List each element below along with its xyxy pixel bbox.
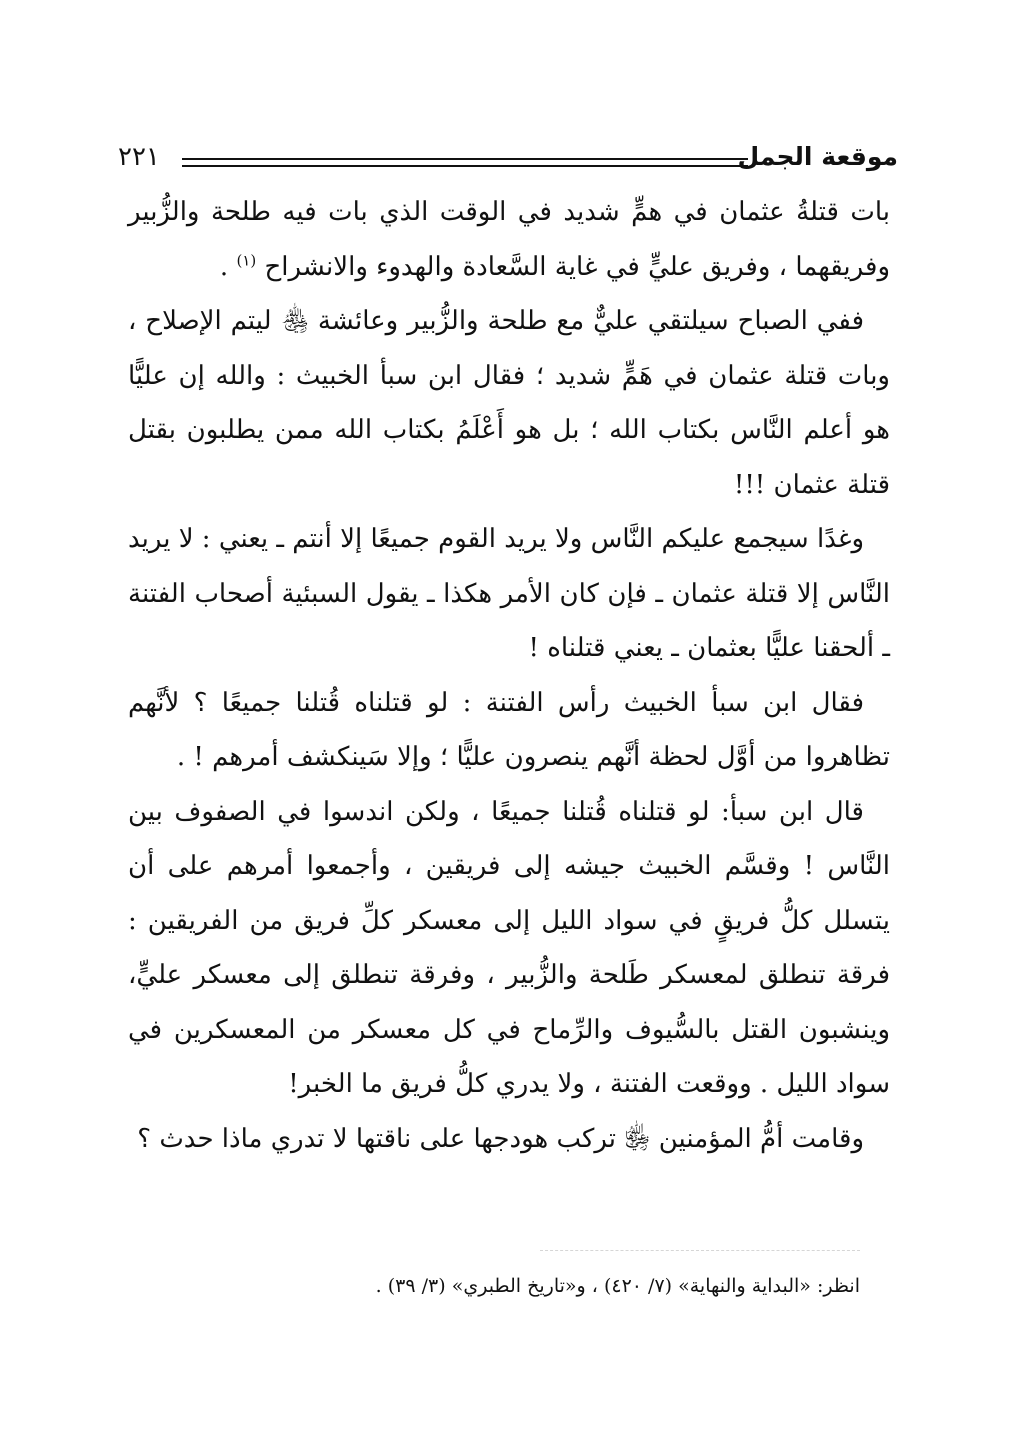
running-header (118, 138, 898, 182)
footnote: انظر: «البداية والنهاية» (٧/ ٤٢٠) ، و«تاريخ الطبري» (٣/ ٣٩) . (375, 1275, 860, 1297)
paragraph-1-text: بات قتلةُ عثمان في همٍّ شديد في الوقت الذي بات فيه طلحة والزُّبير وفريقهما ، وفريق عليٍّ في غاية السَّعادة والهدوء والانشراح (128, 197, 890, 282)
footnote-separator (540, 1250, 860, 1251)
paragraph-2: ففي الصباح سيلتقي عليٌّ مع طلحة والزُّبير وعائشة ﵃ ليتم الإصلاح ، وبات قتلة عثمان في هَمٍّ شديد ؛ فقال ابن سبأ الخبيث : والله إن عليًّا هو أعلم النَّاس بكتاب الله ؛ بل هو أَعْلَمُ بكتاب الله ممن يطلبون بقتل قتلة عثمان !!! (128, 306, 890, 500)
paragraph-5: قال ابن سبأ: لو قتلناه قُتلنا جميعًا ، ولكن اندسوا في الصفوف بين النَّاس ! وقسَّم الخبيث جيشه إلى فريقين ، وأجمعوا أمرهم على أن يتسلل كلُّ فريقٍ في سواد الليل إلى معسكر كلِّ فريق من الفريقين : فرقة تنطلق لمعسكر طَلحة والزُّبير ، وفرقة تنطلق إلى معسكر عليٍّ، وينشبون القتل بالسُّيوف والرِّماح في كل معسكر من المعسكرين في سواد الليل . ووقعت الفتنة ، ولا يدري كلُّ فريق ما الخبر! (128, 796, 890, 1099)
paragraph-6: وقامت أمُّ المؤمنين ﵂ تركب هودجها على ناقتها لا تدري ماذا حدث ؟ (137, 1123, 864, 1154)
page-number: ٢٢١ (118, 142, 160, 172)
paragraph-4: فقال ابن سبأ الخبيث رأس الفتنة : لو قتلناه قُتلنا جميعًا ؟ لأنَّهم تظاهروا من أوَّل لحظة أنَّهم ينصرون عليًّا ؛ وإلا سَينكشف أمرهم ! . (128, 687, 890, 772)
main-text (128, 185, 890, 1166)
paragraph-1-tail: . (219, 251, 237, 282)
header-double-rule (182, 158, 748, 167)
paragraph-3: وغدًا سيجمع عليكم النَّاس ولا يريد القوم جميعًا إلا أنتم ـ يعني : لا يريد النَّاس إلا قتلة عثمان ـ فإن كان الأمر هكذا ـ يقول السبئية أصحاب الفتنة ـ ألحقنا عليًّا بعثمان ـ يعني قتلناه ! (127, 524, 890, 663)
footnote-reference[interactable]: (١) (236, 250, 257, 269)
chapter-title: موقعة الجمل (737, 142, 898, 171)
paragraph-1 (128, 185, 890, 294)
